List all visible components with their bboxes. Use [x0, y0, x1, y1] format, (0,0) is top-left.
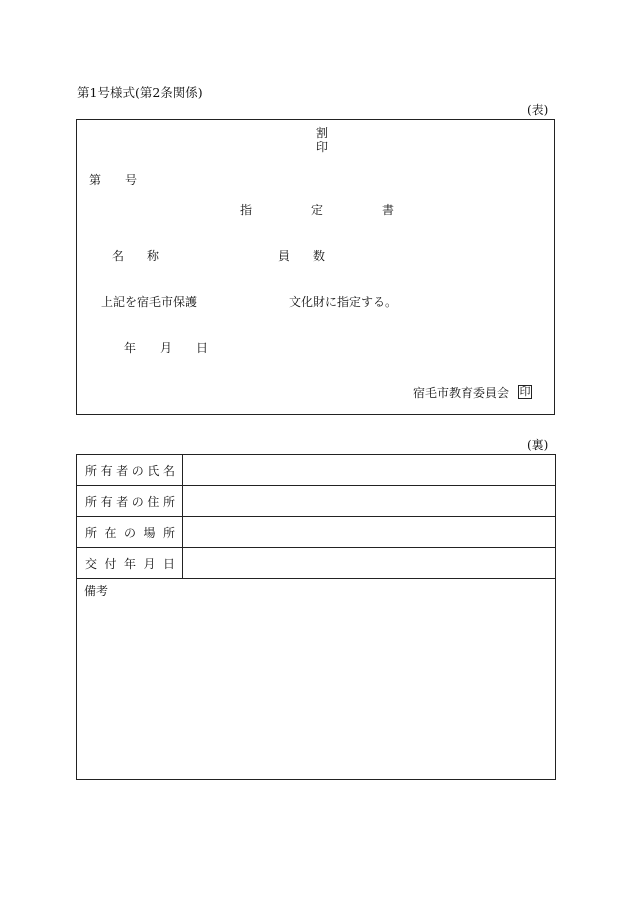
table-row [77, 455, 556, 486]
official-seal-stamp: 印 [519, 385, 531, 398]
notes-cell[interactable] [77, 579, 556, 780]
owner-name-value[interactable] [183, 455, 556, 486]
certificate-number-prefix: 第 [89, 173, 102, 187]
date-month-char: 月 [160, 341, 173, 355]
form-title: 第1号様式(第2条関係) [77, 85, 203, 100]
date-day-char: 日 [196, 341, 209, 355]
issue-date-label: 交 付 年 月 日 [77, 548, 183, 579]
certificate-number-suffix: 号 [125, 173, 138, 187]
issuer-name: 宿毛市教育委員会 [413, 386, 510, 400]
notes-label: 備考 [84, 584, 109, 598]
certificate-back-table [76, 454, 556, 780]
issue-date-value[interactable] [183, 548, 556, 579]
name-label-char: 称 [147, 249, 160, 263]
name-label-char: 名 [112, 249, 125, 263]
location-label: 所 在 の 場 所 [77, 517, 183, 548]
certificate-heading-char: 定 [311, 203, 324, 217]
seal-split-char-top: 割 [316, 126, 329, 140]
count-label-char: 員 [278, 249, 291, 263]
count-label-char: 数 [313, 249, 326, 263]
table-row [77, 486, 556, 517]
table-row [77, 517, 556, 548]
owner-address-label: 所 有 者 の 住 所 [77, 486, 183, 517]
back-side-label: (裏) [527, 438, 549, 452]
designation-statement-start: 上記を宿毛市保護 [101, 295, 198, 309]
table-row [77, 548, 556, 579]
owner-name-label: 所 有 者 の 氏 名 [77, 455, 183, 486]
certificate-heading-char: 指 [240, 203, 253, 217]
front-side-label: (表) [527, 103, 549, 117]
designation-statement-end: 文化財に指定する。 [289, 295, 398, 309]
date-year-char: 年 [124, 341, 137, 355]
seal-split-char-bottom: 印 [316, 140, 329, 154]
certificate-heading-char: 書 [382, 203, 395, 217]
certificate-front-box [76, 119, 555, 415]
location-value[interactable] [183, 517, 556, 548]
owner-address-value[interactable] [183, 486, 556, 517]
table-row [77, 579, 556, 780]
